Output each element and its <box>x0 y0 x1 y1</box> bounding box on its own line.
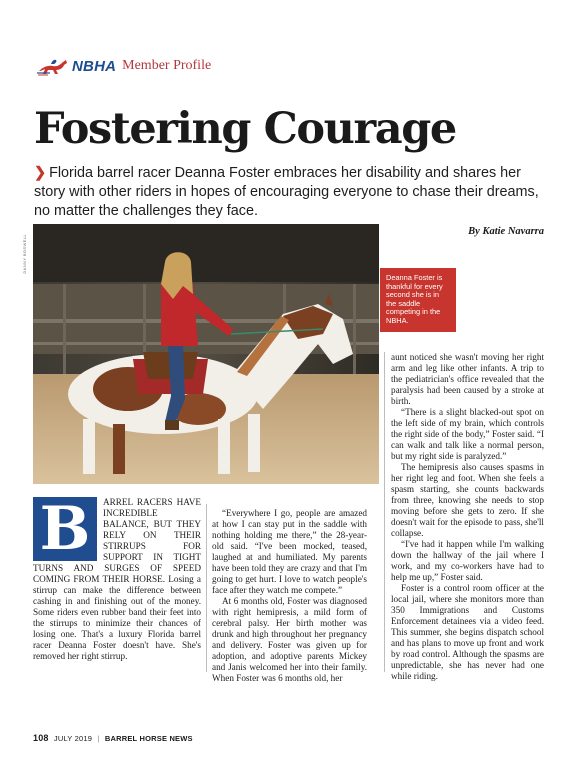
article-title: Fostering Courage <box>34 104 456 154</box>
issue-date: JULY 2019 <box>53 734 93 743</box>
chevron-right-icon: ❯ <box>34 165 47 181</box>
rider-photo <box>33 224 379 484</box>
page-number: 108 <box>33 733 49 743</box>
paragraph: At 6 months old, Foster was diagnosed with right hemipresis, a mild form of cerebral palsy. Her birth mother was drunk and high throughout her pregnancy and delivery. Foster was given up for adoption, and adoptive parents Mickey and Janis welcomed her into their family. When Foster was 6 months old, her <box>212 596 367 683</box>
paragraph: “There is a slight blacked-out spot on the left side of my brain, which controls the right side of the body,” Foster said. “I can walk and talk like a normal person, but my right side is paralyzed.” <box>391 407 544 461</box>
body-column-3 <box>391 352 544 682</box>
column-divider <box>384 352 385 672</box>
paragraph: aunt noticed she wasn't moving her right arm and leg like other infants. A trip to the pediatrician's office revealed that the paralysis had been caused by a stroke at birth. <box>391 352 544 406</box>
column-divider <box>206 504 207 672</box>
paragraph: “I've had it happen while I'm walking down the hallway of the jail where I work, and my co-workers have had to help me up,” Foster said. <box>391 539 544 582</box>
paragraph: Foster is a control room officer at the local jail, where she monitors more than 350 Immigrations and Customs Enforcement detainees via a video feed. This summer, she begins dispatch school and has plans to move up front and work by road control. Although the spasms are unpredictable, she has never had one while riding. <box>391 583 544 681</box>
section-label: Member Profile <box>122 58 212 73</box>
section-header <box>36 51 211 81</box>
byline: By Katie Navarra <box>468 226 544 237</box>
rider-photo-illustration <box>33 224 379 484</box>
drop-cap: B <box>33 497 97 561</box>
footer-separator: | <box>97 734 100 743</box>
magazine-name: BARREL HORSE NEWS <box>104 734 193 743</box>
paragraph: Losing a stirrup can make the difference between cashing in and finishing out of the money. Some riders even rubber band their feet into the stirrups to minimize their chances of losing one. That's a luxury Florida barrel racer Deanna Foster doesn't have. She's removed her right stirrup. <box>33 574 201 661</box>
horse-and-rider-logo-icon <box>36 55 70 77</box>
deck-text: Florida barrel racer Deanna Foster embraces her disability and shares her story with other riders in hopes of encouraging everyone to chase their dreams, no matter the challenges they face. <box>34 165 539 219</box>
page-footer <box>33 733 193 743</box>
lead-text: ARREL RACERS HAVE INCREDIBLE BALANCE, BUT THEY RELY ON THEIR STIRRUPS FOR SUPPORT IN TIGHT TURNS AND SURGES OF SPEED COMING FROM THEIR HORSE. <box>33 497 201 584</box>
nbha-logo-text: NBHA <box>72 57 117 75</box>
body-column-2 <box>212 508 367 684</box>
body-column-1 <box>33 494 201 662</box>
paragraph: “Everywhere I go, people are amazed at how I can stay put in the saddle with nothing holding me there,” the 28-year-old said. “I've been mocked, teased, laughed at and humiliated. My parents have been told they are crazy and that I'm going to get hurt. I love to watch people's face after they watch me compete.” <box>212 508 367 595</box>
photo-caption: Deanna Foster is thankful for every second she is in the saddle competing in the NBHA. <box>380 268 456 332</box>
article-deck <box>34 164 554 221</box>
photo-credit: DANNY BOSWELL <box>22 234 27 274</box>
paragraph: The hemipresis also causes spasms in her right leg and foot. When she feels a spasm starting, she counts backwards from three, knowing she needs to stop moving before she gets to zero. If she doesn't wait for the episode to pass, she'll collapse. <box>391 462 544 538</box>
